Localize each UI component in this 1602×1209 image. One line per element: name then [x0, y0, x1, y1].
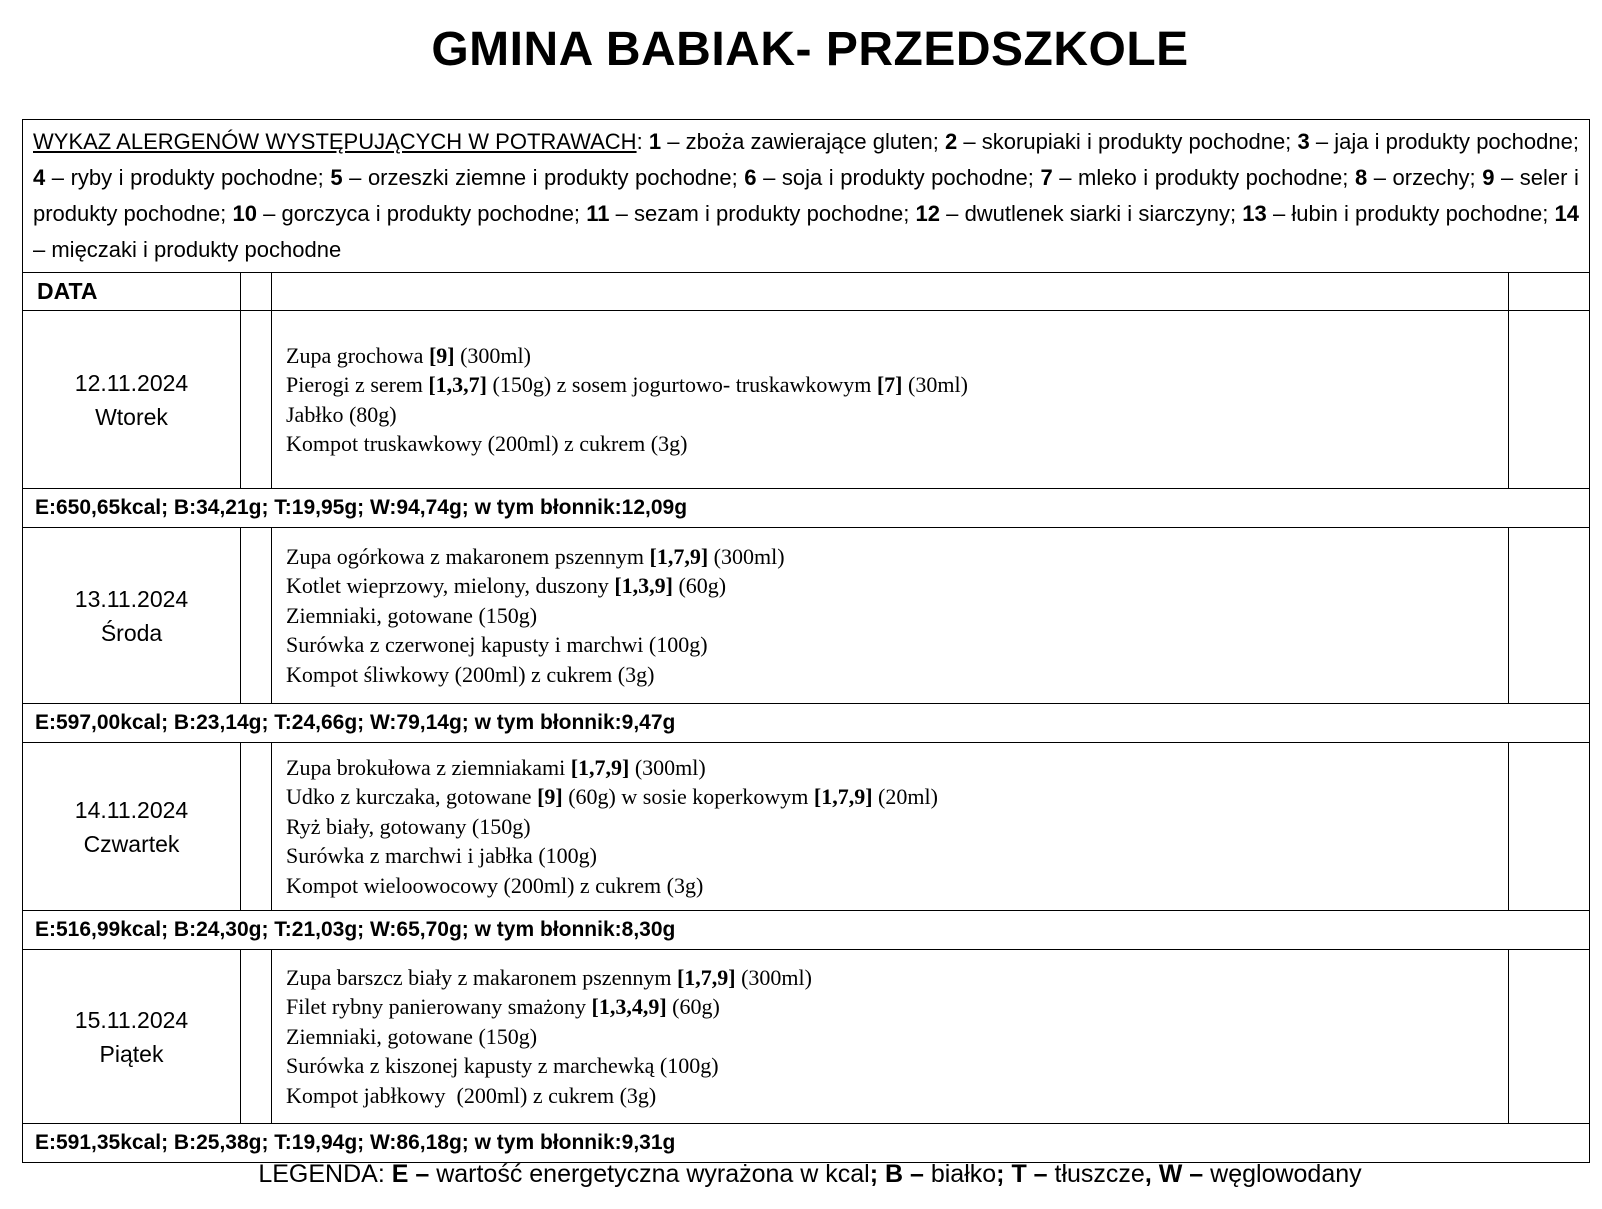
- legend-prefix: LEGENDA:: [258, 1160, 392, 1188]
- dishes-cell: [272, 743, 1509, 911]
- allergen-number: 5: [330, 165, 343, 190]
- allergen-codes: [9]: [428, 342, 455, 368]
- dish-line: [286, 400, 1494, 429]
- day-date: 14.11.2024: [74, 796, 189, 823]
- empty-cell: [241, 528, 272, 704]
- allergen-name: zboża zawierające gluten;: [685, 129, 939, 154]
- day-weekday: Wtorek: [95, 403, 168, 430]
- dish-text: Surówka z czerwonej kapusty i marchwi (100g): [286, 632, 708, 658]
- day-weekday: Czwartek: [83, 830, 180, 857]
- date-column-header: DATA: [23, 273, 241, 311]
- empty-header-cell: [241, 273, 272, 311]
- empty-cell: [1509, 743, 1590, 911]
- allergen-codes: [1,7,9]: [676, 964, 736, 990]
- legend-key: E –: [391, 1160, 430, 1188]
- legend-key: B –: [885, 1160, 924, 1188]
- dish-text: (300ml): [708, 543, 785, 569]
- day-row: [23, 311, 1590, 489]
- dish-line: [286, 542, 1494, 571]
- allergen-name: dwutlenek siarki i siarczyny;: [964, 201, 1237, 226]
- nutrition-summary: E:597,00kcal; B:23,14g; T:24,66g; W:79,14g; w tym błonnik:9,47g: [23, 704, 1590, 743]
- header-row: [23, 273, 1590, 311]
- nutrition-row: [23, 911, 1590, 950]
- allergen-codes: [1,7,9]: [649, 543, 709, 569]
- dish-line: [286, 1051, 1494, 1080]
- empty-cell: [1509, 528, 1590, 704]
- dish-text: (150g) z sosem jogurtowo- truskawkowym: [487, 372, 877, 398]
- allergen-codes: [1,7,9]: [570, 754, 630, 780]
- dish-line: [286, 992, 1494, 1021]
- nutrition-summary: E:591,35kcal; B:25,38g; T:19,94g; W:86,18g; w tym błonnik:9,31g: [23, 1124, 1590, 1163]
- allergen-name: orzeszki ziemne i produkty pochodne;: [367, 165, 738, 190]
- dish-line: [286, 1022, 1494, 1051]
- dish-line: [286, 630, 1494, 659]
- dish-text: Ziemniaki, gotowane (150g): [286, 602, 538, 628]
- legend: [0, 1160, 1602, 1189]
- allergen-number: 2: [945, 129, 958, 154]
- empty-header-cell: [272, 273, 1509, 311]
- dish-text: Udko z kurczaka, gotowane: [286, 784, 538, 810]
- nutrition-row: [23, 1124, 1590, 1163]
- day-date: 13.11.2024: [74, 585, 189, 612]
- nutrition-row: [23, 489, 1590, 528]
- dish-text: Zupa ogórkowa z makaronem pszennym: [286, 543, 650, 569]
- dishes-cell: [272, 311, 1509, 489]
- dish-text: Pierogi z serem: [286, 372, 429, 398]
- empty-cell: [1509, 950, 1590, 1124]
- allergen-number: 11: [586, 201, 610, 226]
- dish-line: [286, 812, 1494, 841]
- day-row: [23, 950, 1590, 1124]
- allergen-row: [23, 120, 1590, 273]
- dish-text: Filet rybny panierowany smażony: [286, 994, 592, 1020]
- dishes-cell: [272, 528, 1509, 704]
- dish-line: [286, 963, 1494, 992]
- menu-table: [22, 119, 1590, 1163]
- allergen-codes: [1,3,4,9]: [591, 994, 667, 1020]
- allergen-name: sezam i produkty pochodne;: [634, 201, 910, 226]
- dish-text: (300ml): [629, 754, 706, 780]
- legend-text: węglowodany: [1203, 1160, 1362, 1188]
- legend-separator: ;: [869, 1160, 879, 1188]
- dish-text: (20ml): [872, 784, 938, 810]
- allergen-name: orzechy;: [1392, 165, 1476, 190]
- dish-line: [286, 753, 1494, 782]
- day-row: [23, 528, 1590, 704]
- allergen-name: ryby i produkty pochodne;: [70, 165, 324, 190]
- date-cell: [23, 743, 241, 911]
- dish-text: Zupa brokułowa z ziemniakami: [286, 754, 571, 780]
- legend-items: [392, 1160, 1362, 1188]
- nutrition-summary: E:650,65kcal; B:34,21g; T:19,95g; W:94,74g; w tym błonnik:12,09g: [23, 489, 1590, 528]
- allergen-name: skorupiaki i produkty pochodne;: [981, 129, 1292, 154]
- allergen-codes: [9]: [537, 784, 563, 810]
- dish-line: [286, 571, 1494, 600]
- allergen-heading: WYKAZ ALERGENÓW WYSTĘPUJĄCYCH W POTRAWACH: [33, 129, 637, 154]
- dish-line: [286, 370, 1494, 399]
- dish-text: (60g): [666, 994, 720, 1020]
- legend-key: T –: [1011, 1160, 1048, 1188]
- dish-line: [286, 871, 1494, 900]
- legend-separator: ,: [1144, 1160, 1152, 1188]
- nutrition-row: [23, 704, 1590, 743]
- dish-text: Kotlet wieprzowy, mielony, duszony: [286, 573, 615, 599]
- page-title: GMINA BABIAK- PRZEDSZKOLE: [431, 23, 1189, 76]
- dish-text: Surówka z marchwi i jabłka (100g): [286, 843, 597, 869]
- empty-cell: [1509, 311, 1590, 489]
- allergen-number: 14: [1554, 201, 1579, 226]
- dish-line: [286, 601, 1494, 630]
- allergen-name: soja i produkty pochodne;: [781, 165, 1034, 190]
- empty-cell: [241, 950, 272, 1124]
- dish-text: Kompot truskawkowy (200ml) z cukrem (3g): [286, 430, 688, 456]
- dish-text: Kompot wieloowocowy (200ml) z cukrem (3g): [286, 872, 704, 898]
- nutrition-summary: E:516,99kcal; B:24,30g; T:21,03g; W:65,70g; w tym błonnik:8,30g: [23, 911, 1590, 950]
- day-date: 15.11.2024: [74, 1006, 189, 1033]
- dishes-cell: [272, 950, 1509, 1124]
- dish-text: Zupa grochowa: [286, 342, 429, 368]
- dish-text: Kompot śliwkowy (200ml) z cukrem (3g): [286, 661, 655, 687]
- allergen-number: 7: [1040, 165, 1053, 190]
- legend-text: białko: [923, 1160, 997, 1188]
- allergen-name: seler i produkty pochodne;: [33, 165, 1579, 226]
- dish-text: Jabłko (80g): [286, 401, 397, 427]
- allergen-number: 1: [648, 129, 662, 154]
- dish-line: [286, 429, 1494, 458]
- allergen-name: jaja i produkty pochodne;: [1334, 129, 1579, 154]
- dish-line: [286, 341, 1494, 370]
- legend-key: W –: [1158, 1160, 1204, 1188]
- allergen-codes: [1,3,7]: [428, 372, 488, 398]
- dish-text: (60g): [672, 573, 727, 599]
- allergen-codes: [1,7,9]: [813, 784, 873, 810]
- day-weekday: Środa: [100, 619, 163, 646]
- dish-text: (300ml): [735, 964, 812, 990]
- allergen-items: 1 – zboża zawierające gluten; 2 – skorupiaki i produkty pochodne; 3 – jaja i produkty pochodne; 4 – ryby i produkty pochodne; 5 – orzeszki ziemne i produkty pochodne; 6 – soja i produkty pochodne; 7 – mleko i produkty pochodne; 8 – orzechy; 9 – seler i produkty pochodne; 10 – gorczyca i produkty pochodne; 11 – sezam i produkty pochodne; 12 – dwutlenek siarki i siarczyny; 13 – łubin i produkty pochodne; 14 – mięczaki i produkty pochodne: [33, 129, 1579, 262]
- date-cell: [23, 950, 241, 1124]
- day-date: 12.11.2024: [74, 369, 189, 396]
- legend-text: tłuszcze: [1047, 1160, 1145, 1188]
- date-cell: [23, 528, 241, 704]
- allergen-name: łubin i produkty pochodne;: [1291, 201, 1549, 226]
- dish-text: Surówka z kiszonej kapusty z marchewką (100g): [286, 1053, 719, 1079]
- date-cell: [23, 311, 241, 489]
- allergen-codes: [7]: [876, 372, 903, 398]
- dish-text: (30ml): [902, 372, 968, 398]
- dish-text: Kompot jabłkowy (200ml) z cukrem (3g): [286, 1082, 657, 1108]
- dish-text: Ryż biały, gotowany (150g): [286, 813, 531, 839]
- empty-cell: [241, 743, 272, 911]
- allergen-number: 12: [915, 201, 940, 226]
- allergen-number: 3: [1297, 129, 1310, 154]
- dish-line: [286, 660, 1494, 689]
- dish-text: (60g) w sosie koperkowym: [562, 784, 814, 810]
- dish-line: [286, 841, 1494, 870]
- allergen-number: 6: [744, 165, 757, 190]
- legend-text: wartość energetyczna wyrażona w kcal: [429, 1160, 870, 1188]
- empty-cell: [241, 311, 272, 489]
- allergen-codes: [1,3,9]: [614, 573, 673, 599]
- dish-text: Ziemniaki, gotowane (150g): [286, 1023, 538, 1049]
- legend-separator: ;: [996, 1160, 1005, 1188]
- allergen-number: 10: [232, 201, 257, 226]
- allergen-number: 8: [1354, 165, 1368, 190]
- allergen-number: 13: [1242, 201, 1267, 226]
- allergen-name: mięczaki i produkty pochodne: [51, 237, 342, 262]
- allergen-list: WYKAZ ALERGENÓW WYSTĘPUJĄCYCH W POTRAWACH: 1 – zboża zawierające gluten; 2 – skorupiaki i produkty pochodne; 3 – jaja i produkty pochodne; 4 – ryby i produkty pochodne; 5 – orzeszki ziemne i produkty pochodne; 6 – soja i produkty pochodne; 7 – mleko i produkty pochodne; 8 – orzechy; 9 – seler i produkty pochodne; 10 – gorczyca i produkty pochodne; 11 – sezam i produkty pochodne; 12 – dwutlenek siarki i siarczyny; 13 – łubin i produkty pochodne; 14 – mięczaki i produkty pochodne: [23, 120, 1590, 273]
- allergen-number: 4: [33, 165, 46, 190]
- day-weekday: Piątek: [99, 1040, 164, 1067]
- dish-line: [286, 1081, 1494, 1110]
- dish-text: (300ml): [454, 342, 531, 368]
- allergen-name: gorczyca i produkty pochodne;: [281, 201, 581, 226]
- empty-header-cell: [1509, 273, 1590, 311]
- allergen-name: mleko i produkty pochodne;: [1078, 165, 1349, 190]
- dish-line: [286, 782, 1494, 811]
- dish-text: Zupa barszcz biały z makaronem pszennym: [286, 964, 677, 990]
- day-row: [23, 743, 1590, 911]
- allergen-number: 9: [1482, 165, 1495, 190]
